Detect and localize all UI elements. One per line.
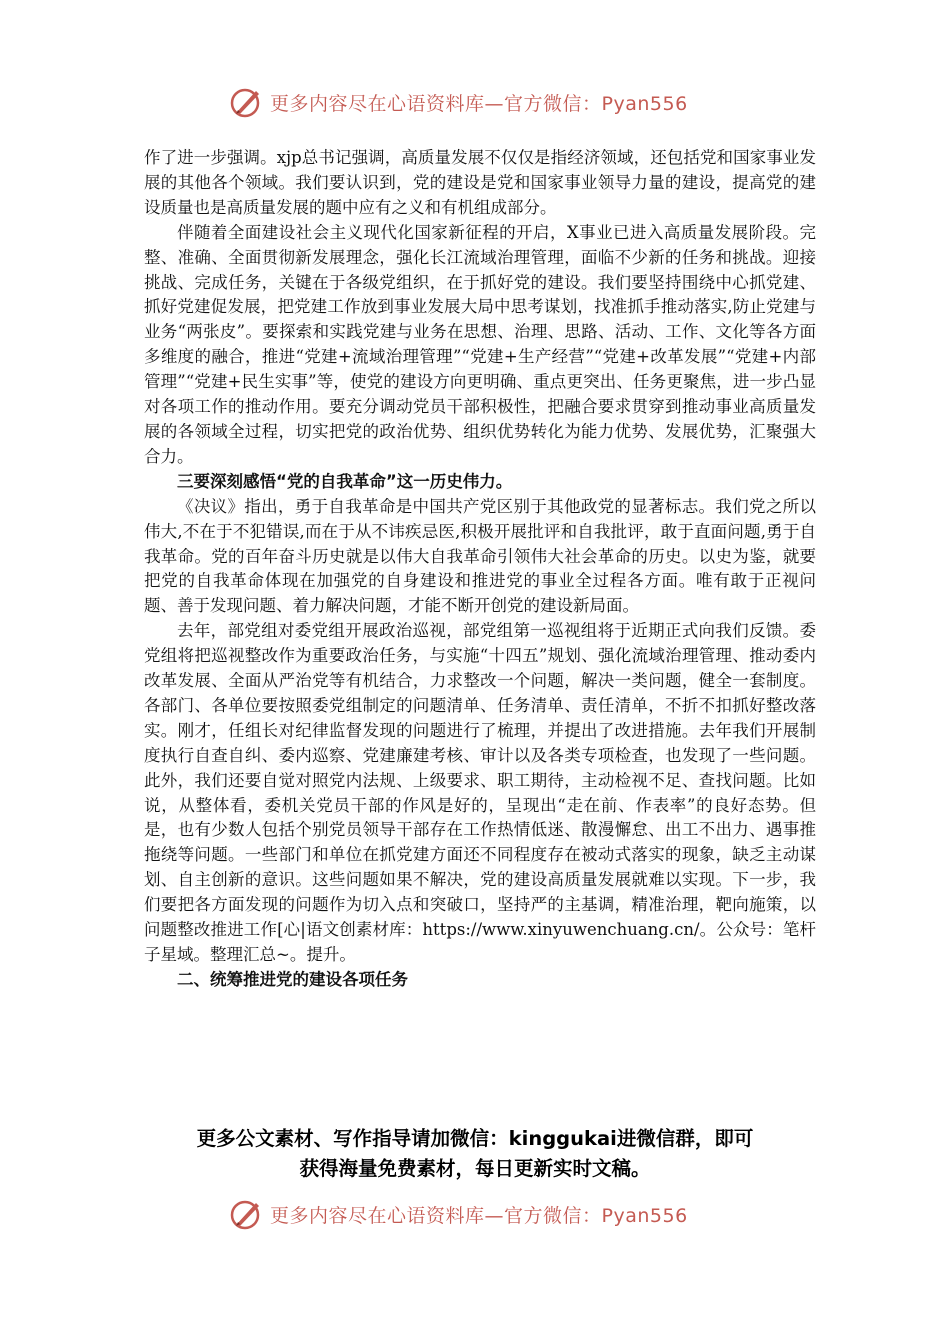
promo-notice bbox=[120, 1124, 830, 1184]
paragraph: 去年，部党组对委党组开展政治巡视，部党组第一巡视组将于近期正式向我们反馈。委党组将把巡视整改作为重要政治任务，与实施“十四五”规划、强化流域治理管理、推动委内改革发展、全面从严治党等有机结合，力求整改一个问题，解决一类问题，健全一套制度。各部门、各单位要按照委党组制定的问题清单、任务清单、责任清单，不折不扣抓好整改落实。刚才，任组长对纪律监督发现的问题进行了梳理，并提出了改进措施。去年我们开展制度执行自查自纠、委内巡察、党建廉建考核、审计以及各类专项检查，也发现了一些问题。此外，我们还要自觉对照党内法规、上级要求、职工期待，主动检视不足、查找问题。比如说，从整体看，委机关党员干部的作风是好的，呈现出“走在前、作表率”的良好态势。但是，也有少数人包括个别党员领导干部存在工作热情低迷、散漫懈怠、出工不出力、遇事推拖绕等问题。一些部门和单位在抓党建方面还不同程度存在被动式落实的现象，缺乏主动谋划、自主创新的意识。这些问题如果不解决，党的建设高质量发展就难以实现。下一步，我们要把各方面发现的问题作为切入点和突破口，坚持严的主基调，精准治理，靶向施策，以问题整改推进工作[心|语文创素材库：https://www.xinyuwenchuang.cn/。公众号：笔杆子星域。整理汇总~。提升。 bbox=[144, 621, 816, 964]
pen-logo-icon bbox=[228, 1197, 264, 1231]
header-banner bbox=[228, 85, 748, 119]
paragraph: 《决议》指出，勇于自我革命是中国共产党区别于其他政党的显著标志。我们党之所以伟大,不在于不犯错误,而在于从不讳疾忌医,积极开展批评和自我批评，敢于直面问题,勇于自我革命。党的百年奋斗历史就是以伟大自我革命引领伟大社会革命的历史。以史为鉴，就要把党的自我革命体现在加强党的自身建设和推进党的事业全过程各方面。唯有敢于正视问题、善于发现问题、着力解决问题，才能不断开创党的建设新局面。 bbox=[144, 496, 816, 616]
paragraph: 作了进一步强调。xjp总书记强调，高质量发展不仅仅是指经济领域，还包括党和国家事业发展的其他各个领域。我们要认识到，党的建设是党和国家事业领导力量的建设，提高党的建设质量也是高质量发展的题中应有之义和有机组成部分。 bbox=[144, 148, 816, 217]
promo-line-1: 更多公文素材、写作指导请加微信：kinggukai进微信群，即可 bbox=[196, 1127, 754, 1150]
promo-line-2: 获得海量免费素材，每日更新实时文稿。 bbox=[299, 1157, 651, 1180]
pen-logo-icon bbox=[228, 85, 264, 119]
footer-banner-text: 更多内容尽在心语资料库—官方微信：Pyan556 bbox=[270, 1204, 688, 1227]
section-heading: 三要深刻感悟“党的自我革命”这一历史伟力。 bbox=[177, 471, 513, 491]
header-banner-text: 更多内容尽在心语资料库—官方微信：Pyan556 bbox=[270, 92, 688, 115]
paragraph: 伴随着全面建设社会主义现代化国家新征程的开启，X事业已进入高质量发展阶段。完整、准确、全面贯彻新发展理念，强化长江流域治理管理，面临不少新的任务和挑战。迎接挑战、完成任务，关键在于各级党组织，在于抓好党的建设。我们要坚持围绕中心抓党建、抓好党建促发展，把党建工作放到事业发展大局中思考谋划，找准抓手推动落实,防止党建与业务“两张皮”。要探索和实践党建与业务在思想、治理、思路、活动、工作、文化等各方面多维度的融合，推进“党建+流域治理管理”“党建+生产经营”“党建+改革发展”“党建+内部管理”“党建+民生实事”等，使党的建设方向更明确、重点更突出、任务更聚焦，进一步凸显对各项工作的推动作用。要充分调动党员干部积极性，把融合要求贯穿到推动事业高质量发展的各领域全过程，切实把党的政治优势、组织优势转化为能力优势、发展优势，汇聚强大合力。 bbox=[144, 222, 816, 466]
section-heading: 二、统筹推进党的建设各项任务 bbox=[177, 969, 408, 989]
document-body bbox=[144, 146, 816, 993]
footer-banner bbox=[228, 1197, 748, 1231]
